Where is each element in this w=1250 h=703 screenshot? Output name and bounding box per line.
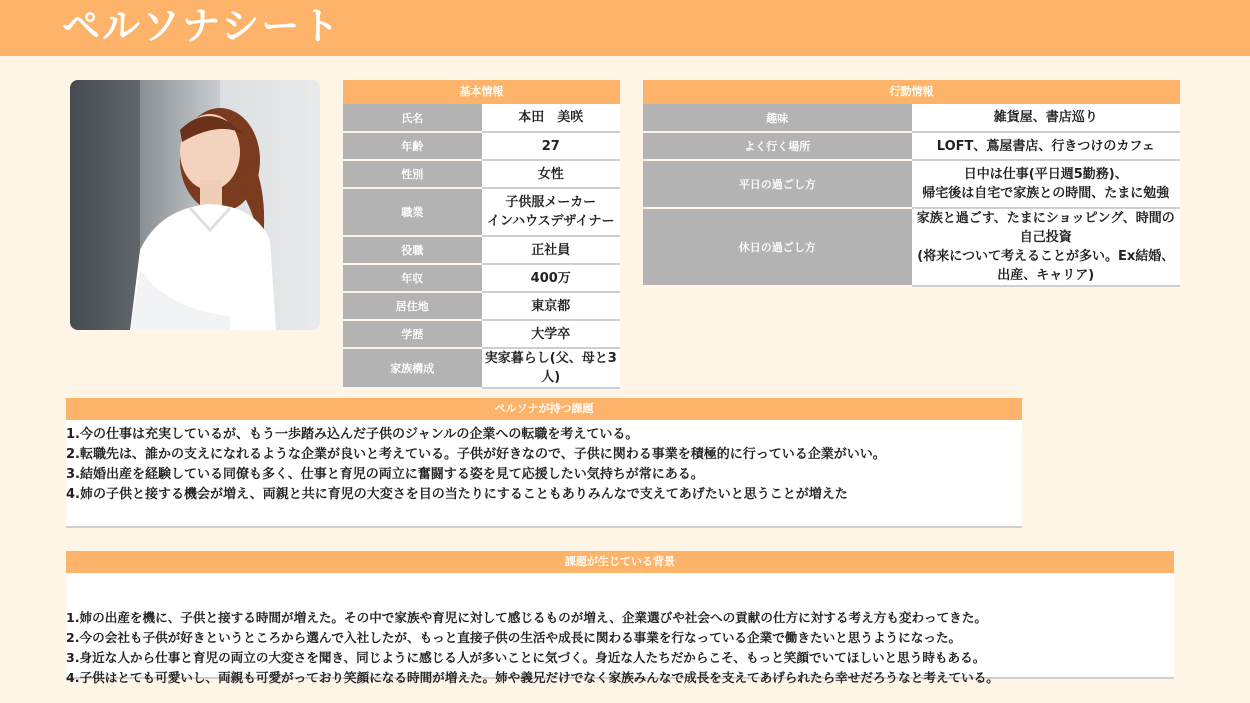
persona-issues-heading: ペルソナが持つ課題	[66, 398, 1022, 420]
basic-info-heading: 基本情報	[343, 80, 620, 104]
table-row	[343, 264, 620, 292]
action-label-places: よく行く場所	[643, 132, 912, 160]
basic-value-family: 実家暮らし(父、母と3人)	[482, 348, 621, 388]
persona-photo	[70, 80, 320, 330]
basic-value-education: 大学卒	[482, 320, 621, 348]
table-row	[343, 292, 620, 320]
list-item: 3.結婚出産を経験している同僚も多く、仕事と育児の両立に奮闘する姿を見て応援したい気持ちが常にある。	[66, 467, 704, 482]
basic-label-residence: 居住地	[343, 292, 482, 320]
persona-photo-illustration	[70, 80, 320, 330]
list-item: 4.子供はとても可愛いし、両親も可愛がっており笑顔になる時間が増えた。姉や義兄だけでなく家族みんなで成長を支えてあげられたら幸せだろうなと考えている。	[66, 670, 999, 685]
basic-value-occupation: 子供服メーカー インハウスデザイナー	[482, 188, 621, 236]
basic-info-table	[343, 80, 620, 389]
basic-value-residence: 東京都	[482, 292, 621, 320]
basic-value-position: 正社員	[482, 236, 621, 264]
basic-label-education: 学歴	[343, 320, 482, 348]
issue-background-section	[66, 551, 1174, 685]
table-row	[343, 104, 620, 132]
basic-label-occupation: 職業	[343, 188, 482, 236]
basic-label-name: 氏名	[343, 104, 482, 132]
persona-issues-list	[66, 420, 1022, 505]
table-row	[343, 132, 620, 160]
table-row	[343, 348, 620, 388]
list-item: 1.姉の出産を機に、子供と接する時間が増えた。その中で家族や育児に対して感じるものが増え、企業選びや社会への貢献の仕方に対する考え方も変わってきた。	[66, 610, 987, 625]
list-item: 2.今の会社も子供が好きというところから選んで入社したが、もっと直接子供の生活や成長に関わる事業を行なっている企業で働きたいと思うようになった。	[66, 630, 962, 645]
action-info-table	[643, 80, 1180, 287]
issue-background-list	[66, 573, 1174, 688]
basic-label-position: 役職	[343, 236, 482, 264]
list-item: 3.身近な人から仕事と育児の両立の大変さを聞き、同じように感じる人が多いことに気づく。身近な人たちだからこそ、もっと笑顔でいてほしいと思う時もある。	[66, 650, 986, 665]
action-info-heading: 行動情報	[643, 80, 1180, 104]
table-row	[643, 208, 1180, 286]
list-item: 1.今の仕事は充実しているが、もう一歩踏み込んだ子供のジャンルの企業への転職を考えている。	[66, 427, 639, 442]
page-header	[0, 0, 1250, 56]
action-value-hobby: 雑貨屋、書店巡り	[912, 104, 1181, 132]
table-row	[343, 320, 620, 348]
action-label-hobby: 趣味	[643, 104, 912, 132]
basic-value-name: 本田 美咲	[482, 104, 621, 132]
action-label-weekday: 平日の過ごし方	[643, 160, 912, 208]
table-row	[643, 132, 1180, 160]
page-title: ペルソナシート	[62, 4, 342, 48]
issue-background-heading: 課題が生じている背景	[66, 551, 1174, 573]
basic-label-gender: 性別	[343, 160, 482, 188]
basic-value-income: 400万	[482, 264, 621, 292]
basic-label-age: 年齢	[343, 132, 482, 160]
basic-label-income: 年収	[343, 264, 482, 292]
basic-value-age: 27	[482, 132, 621, 160]
action-value-places: LOFT、蔦屋書店、行きつけのカフェ	[912, 132, 1181, 160]
basic-value-gender: 女性	[482, 160, 621, 188]
action-value-weekday: 日中は仕事(平日週5勤務)、 帰宅後は自宅で家族との時間、たまに勉強	[912, 160, 1181, 208]
table-row	[343, 160, 620, 188]
action-label-holiday: 休日の過ごし方	[643, 208, 912, 286]
table-row	[343, 188, 620, 236]
action-value-holiday: 家族と過ごす、たまにショッピング、時間の自己投資 (将来について考えることが多い。Ex結婚、出産、キャリア)	[912, 208, 1181, 286]
persona-issues-section	[66, 398, 1022, 528]
table-row	[343, 236, 620, 264]
table-row	[643, 160, 1180, 208]
list-item: 2.転職先は、誰かの支えになれるような企業が良いと考えている。子供が好きなので、子供に関わる事業を積極的に行っている企業がいい。	[66, 447, 886, 462]
basic-label-family: 家族構成	[343, 348, 482, 388]
table-row	[643, 104, 1180, 132]
list-item: 4.姉の子供と接する機会が増え、両親と共に育児の大変さを目の当たりにすることもありみんなで支えてあげたいと思うことが増えた	[66, 487, 848, 502]
